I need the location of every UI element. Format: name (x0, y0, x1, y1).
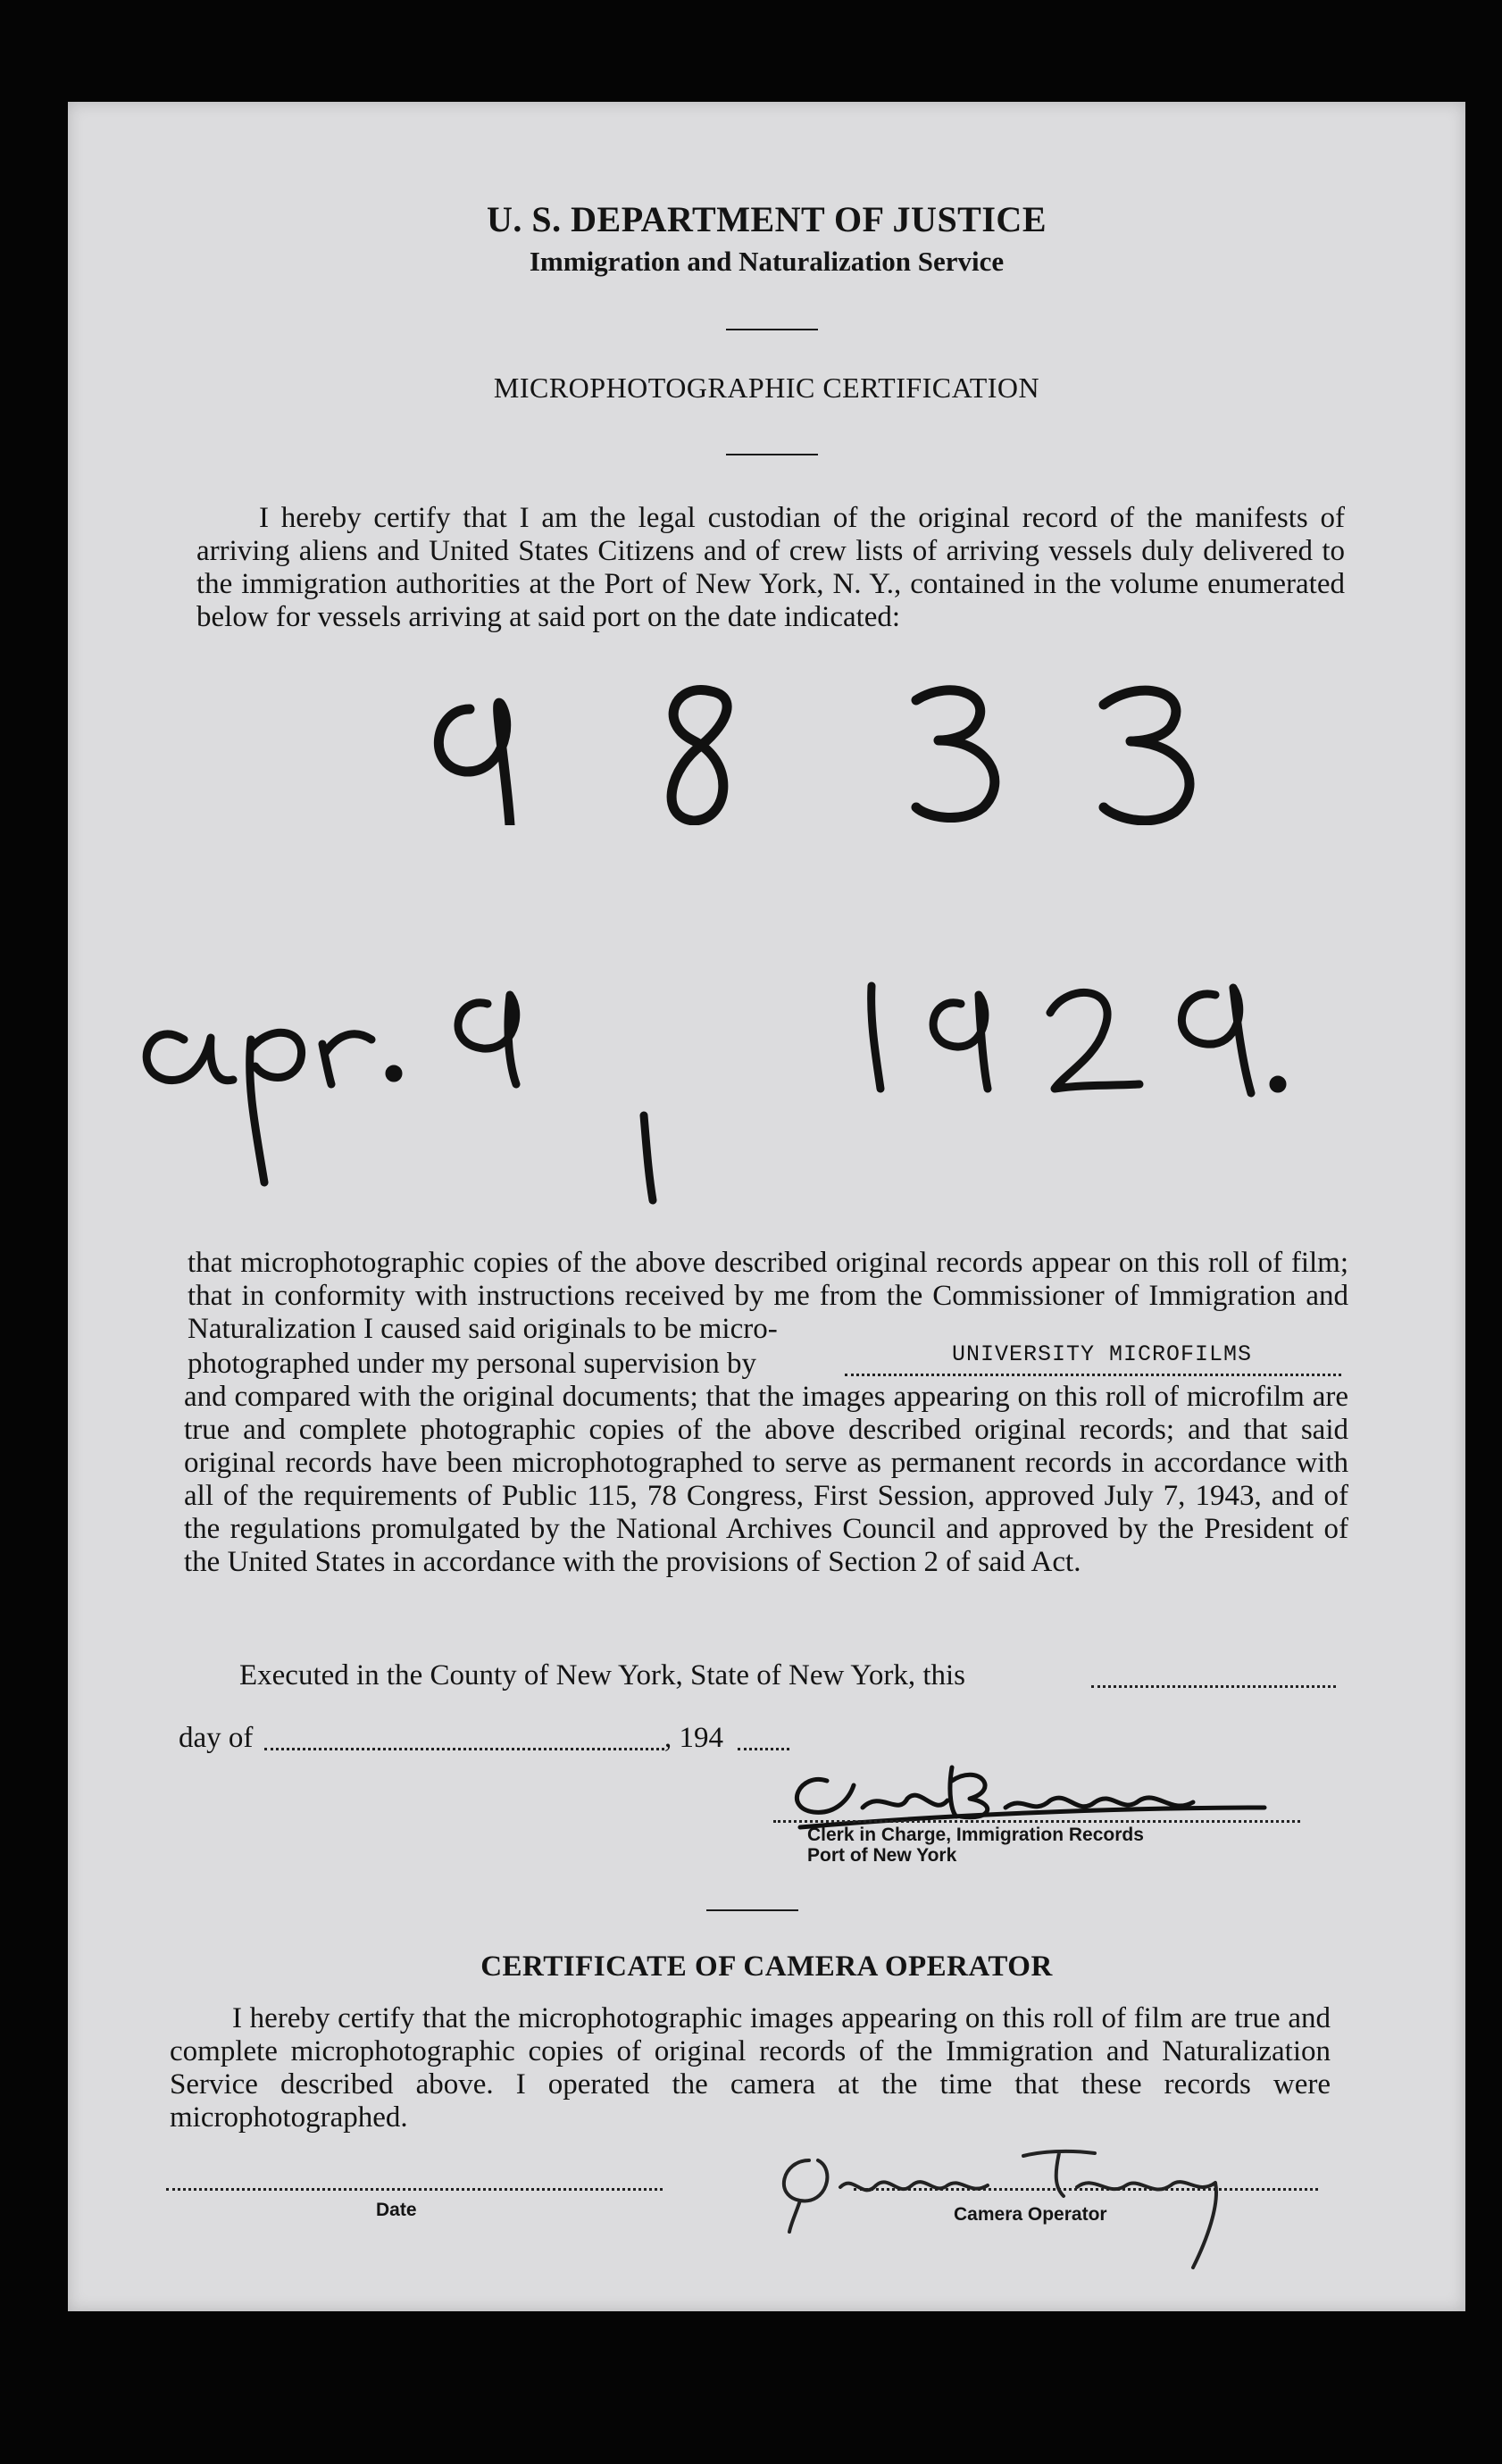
camera-certificate-text: I hereby certify that the microphotographic images appearing on this roll of film are true and complete microphotographic copies of original records of the Immigration and Naturalization Service described above. I operated the camera at the time that these records were microphotographed. (170, 2002, 1331, 2134)
date-signature-line (166, 2188, 663, 2191)
clerk-signature-line (773, 1820, 1300, 1823)
divider (706, 1909, 798, 1911)
operator-signature-line (854, 2188, 1318, 2191)
supervisor-field-line (845, 1374, 1341, 1376)
supervisor-stamp: UNIVERSITY MICROFILMS (952, 1341, 1253, 1367)
form-title: MICROPHOTOGRAPHIC CERTIFICATION (493, 372, 1040, 404)
clerk-location: Port of New York (807, 1845, 957, 1866)
certification-intro: I hereby certify that I am the legal custodian of the original record of the manifests of arriving aliens and United States Citizens and of crew lists of arriving vessels duly delivered to the immigration authorities at the Port of New York, N. Y., contained in the volume enumerated below for vessels arriving at said port on the date indicated: (196, 502, 1345, 633)
handwritten-volume-number (416, 673, 1264, 825)
certificate-page (68, 102, 1465, 2311)
certification-body-part1: that microphotographic copies of the above described original records appear on this roll of film; that in conformity with instructions received by me from the Commissioner of Immigration and Naturalization I caused said originals to be micro- (188, 1247, 1348, 1345)
service-heading: Immigration and Naturalization Service (529, 246, 1005, 277)
camera-certificate-title: CERTIFICATE OF CAMERA OPERATOR (480, 1950, 1053, 1983)
certification-body-part2: and compared with the original documents; that the images appearing on this roll of microfilm are true and complete photographic copies of the above described original records; and that said original records have been microphotographed to serve as permanent records in accordance with all of the requirements of Public 115, 78 Congress, First Session, approved July 7, 1943, and of the regulations promulgated by the National Archives Council and approved by the President of the United States in accordance with the provisions of Section 2 of said Act. (184, 1381, 1348, 1578)
clerk-title: Clerk in Charge, Immigration Records (807, 1825, 1144, 1845)
divider (726, 454, 818, 455)
supervision-label: photographed under my personal supervision by (188, 1348, 756, 1380)
year-prefix: , 194 (664, 1722, 723, 1754)
divider (726, 329, 818, 330)
handwritten-date (130, 932, 1327, 1227)
day-of-label: day of (179, 1722, 254, 1754)
executed-day-field (1091, 1685, 1336, 1688)
department-heading: U. S. DEPARTMENT OF JUSTICE (487, 199, 1047, 239)
operator-label: Camera Operator (954, 2204, 1107, 2225)
executed-line: Executed in the County of New York, State of New York, this (239, 1659, 966, 1691)
date-label: Date (376, 2200, 417, 2220)
day-of-field (264, 1748, 664, 1750)
